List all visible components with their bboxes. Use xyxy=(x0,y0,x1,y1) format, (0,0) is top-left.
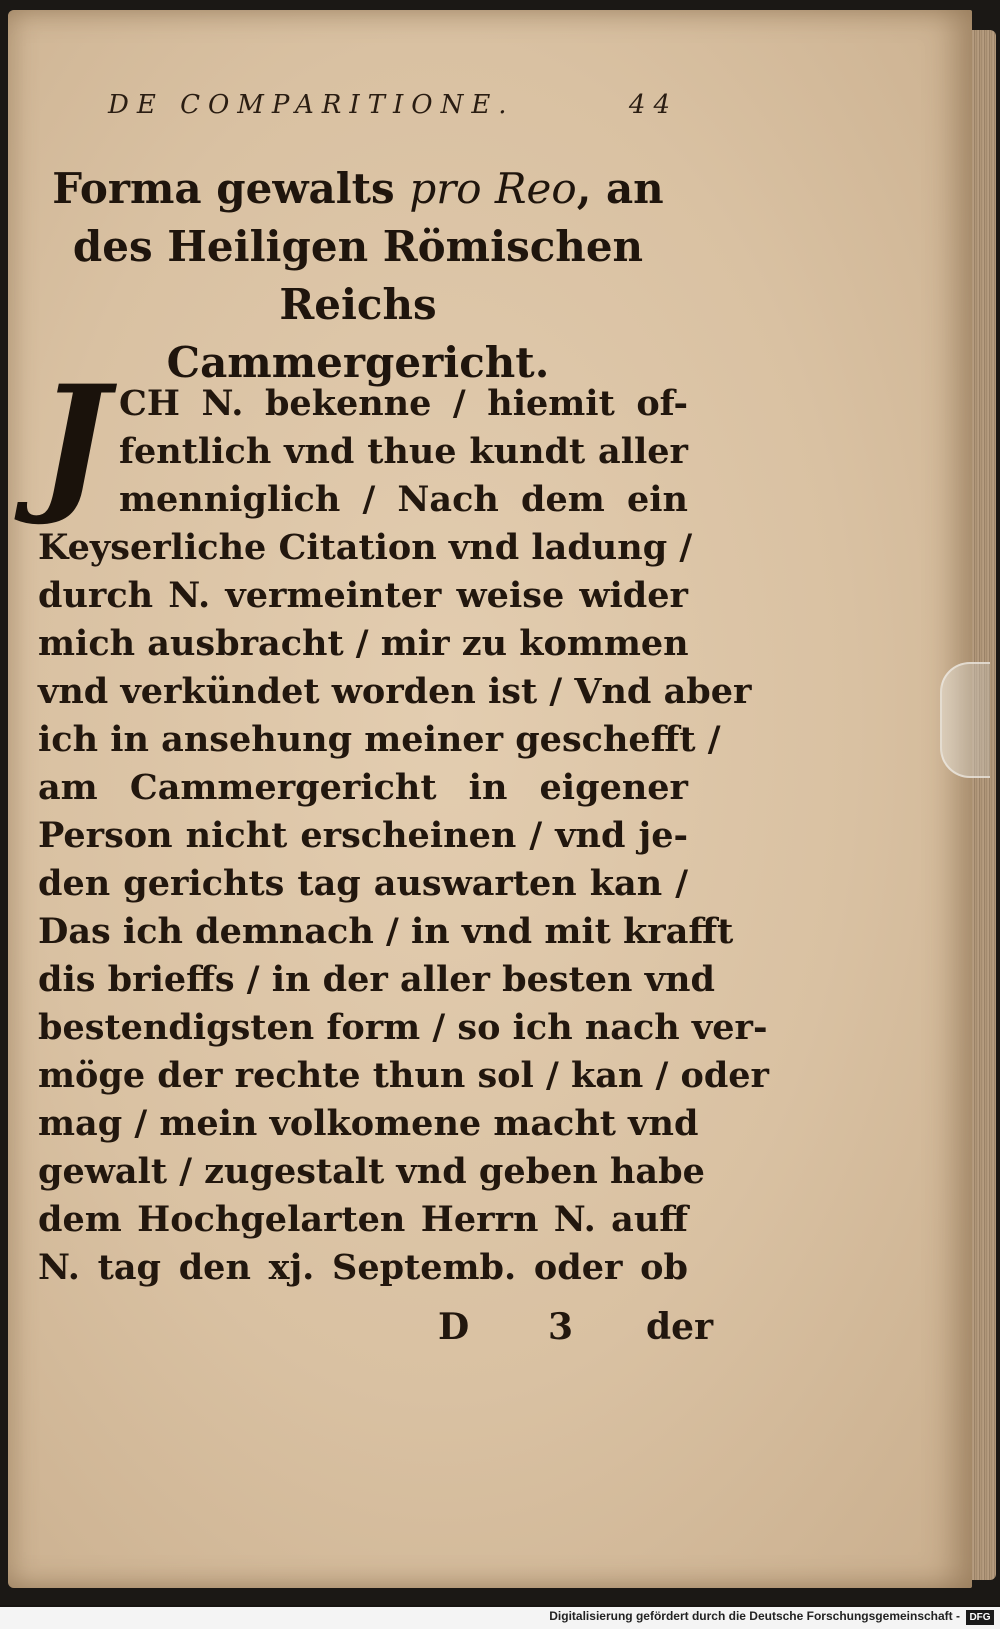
bookmark-clip xyxy=(940,662,990,778)
text-line: bestendigsten form / so ich nach ver- xyxy=(38,1007,768,1048)
text-line: Das ich demnach / in vnd mit krafft xyxy=(38,911,734,952)
title-part-b: pro Reo xyxy=(409,164,577,213)
text-line: vnd verkündet worden ist / Vnd aber xyxy=(38,671,752,712)
dfg-logo: DFG xyxy=(966,1610,994,1625)
title-line-2: des Heiligen Römischen Reichs xyxy=(72,222,644,329)
text-line: mag / mein volkomene macht vnd xyxy=(38,1103,699,1144)
running-head xyxy=(108,90,678,120)
page-number: 44 xyxy=(628,90,678,120)
text-line: dem Hochgelarten Herrn N. auff xyxy=(38,1199,688,1240)
text-line: den gerichts tag auswarten kan / xyxy=(38,863,688,904)
page-edges xyxy=(970,30,996,1580)
text-line: menniglich / Nach dem ein xyxy=(118,479,688,520)
text-line: Person nicht erscheinen / vnd je- xyxy=(38,815,688,856)
text-line: CH N. bekenne / hiemit of- xyxy=(118,383,688,424)
catchword: der xyxy=(646,1306,714,1348)
title-block xyxy=(28,160,688,392)
text-line: möge der rechte thun sol / kan / oder xyxy=(38,1055,770,1096)
text-line: mich ausbracht / mir zu kommen xyxy=(38,623,689,664)
title-part-a: Forma gewalts xyxy=(52,164,410,213)
text-line: dis brieffs / in der aller besten vnd xyxy=(38,959,715,1000)
text-line: durch N. vermeinter weise wider xyxy=(38,575,688,616)
text-line: gewalt / zugestalt vnd geben habe xyxy=(38,1151,705,1192)
title-part-c: , an xyxy=(576,164,664,213)
text-line: fentlich vnd thue kundt aller xyxy=(118,431,688,472)
drop-cap: J xyxy=(38,353,109,529)
text-line: Keyserliche Citation vnd ladung / xyxy=(38,527,693,568)
title-line-3: Cammergericht. xyxy=(166,338,550,387)
text-line: N. tag den xj. Septemb. oder ob xyxy=(38,1247,688,1288)
footer-strip xyxy=(0,1607,1000,1629)
body-text xyxy=(38,353,770,1292)
text-line: ich in ansehung meiner geschefft / xyxy=(38,719,721,760)
title-line-1 xyxy=(28,160,688,218)
book-page xyxy=(8,10,972,1588)
signature-letter: D xyxy=(438,1306,470,1348)
running-head-title: DE COMPARITIONE. xyxy=(108,90,515,120)
text-line: am Cammergericht in eigener xyxy=(38,767,688,808)
signature-number: 3 xyxy=(548,1306,574,1348)
funding-credit: Digitalisierung gefördert durch die Deutsche Forschungsgemeinschaft - xyxy=(549,1609,960,1623)
